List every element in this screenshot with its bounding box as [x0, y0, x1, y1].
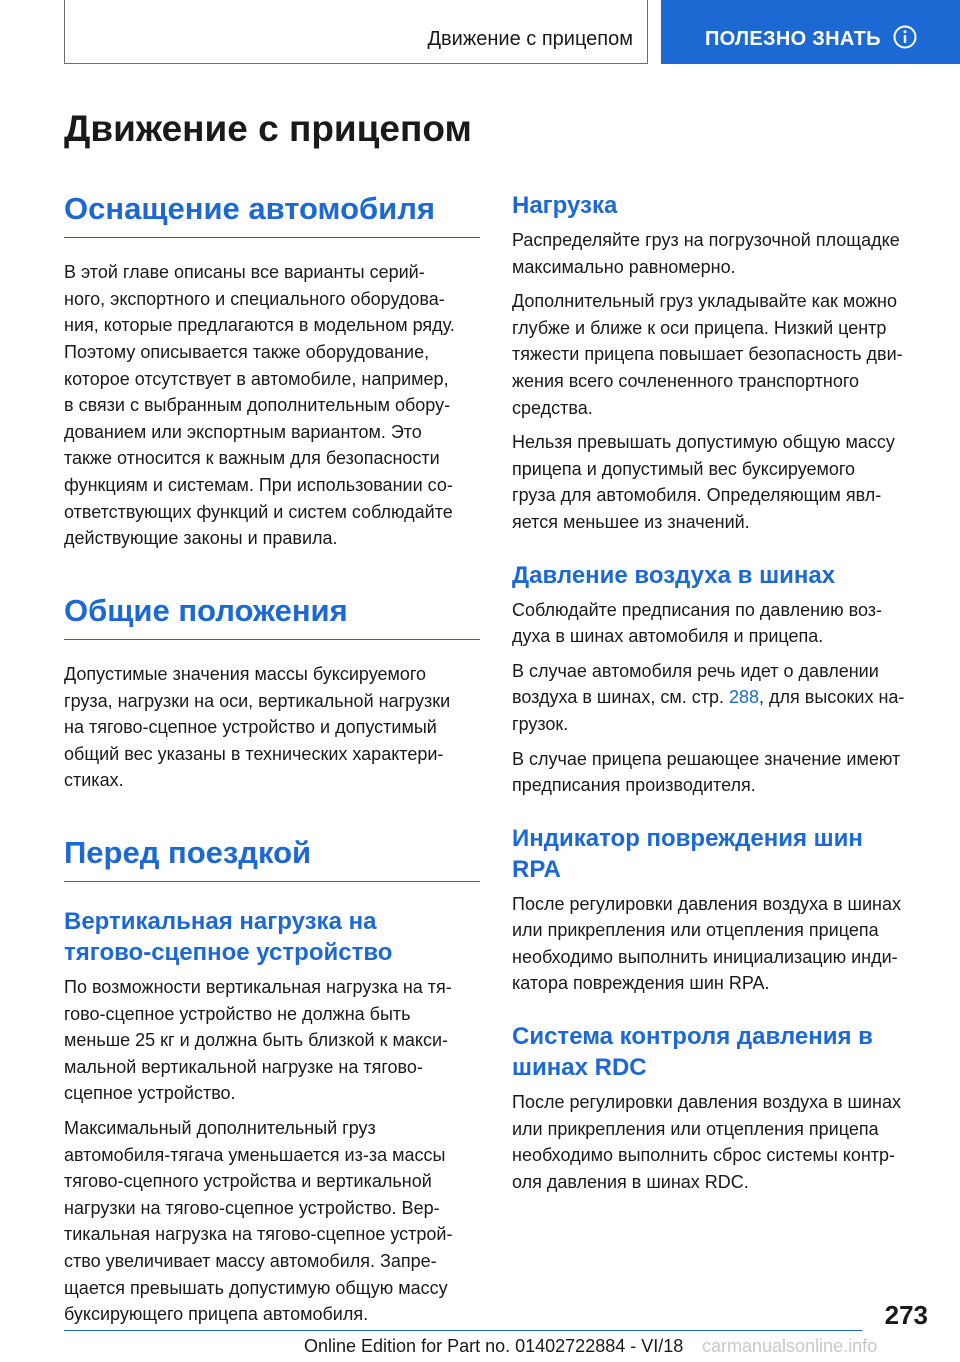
- heading-equipment: Оснащение автомобиля: [64, 190, 480, 238]
- equipment-text: В этой главе описаны все варианты серий- ного, экспортного и специального оборудова- ния, которые предлагаются в модельном ряду. Поэтому описывается также оборудование, которое отсутствует в автомобиле, например, в связи с выбранным дополнительным обору- дованием или экспортным вариантом. Это также относится к важным для безопасности функциям и системам. При использовании со- ответствующих функций и систем соблюдайте действующие законы и правила.: [64, 262, 455, 549]
- tire-pressure-text-1: Соблюдайте предписания по давлению воз- духа в шинах автомобиля и прицепа.: [512, 599, 883, 647]
- tire-pressure-text-2: В случае автомобиля речь идет о давлении воздуха в шинах, см. стр. 288, для высоких на- грузок.: [512, 660, 905, 734]
- load-text-2: Дополнительный груз укладывайте как можно глубже и ближе к оси прицепа. Низкий центр тяжести прицепа повышает безопасность дви- жения всего сочлененного транспортного средства.: [512, 291, 903, 418]
- heading-rpa: Индикатор повреждения шин RPA: [512, 824, 863, 883]
- page-title: Движение с прицепом: [64, 108, 472, 149]
- footer-divider: [64, 1330, 862, 1331]
- page-number: 273: [884, 1300, 928, 1330]
- vertical-load-text-2: Максимальный дополнительный груз автомобиля-тягача уменьшается из-за массы тягово-сцепного устройства и вертикальной нагрузки на тягово-сцепное устройство. Вер- тикальная нагрузка на тягово-сцепное устрой- ство увеличивает массу автомобиля. Запре- щается превышать допустимую общую массу буксирующего прицепа автомобиля.: [64, 1118, 453, 1325]
- header-badge-label: ПОЛЕЗНО ЗНАТЬ: [705, 28, 881, 50]
- rpa-text: После регулировки давления воздуха в шинах или прикрепления или отцепления прицепа необходимо выполнить инициализацию инди- катора повреждения шин RPA.: [512, 893, 901, 994]
- tire-pressure-text-3: В случае прицепа решающее значение имеют предписания производителя.: [512, 748, 901, 796]
- heading-rdc: Система контроля давления в шинах RDC: [512, 1023, 873, 1082]
- header-section-title: Движение с прицепом: [427, 28, 633, 50]
- heading-tire-pressure: Давление воздуха в шинах: [512, 561, 836, 589]
- general-text: Допустимые значения массы буксируемого груза, нагрузки на оси, вертикальной нагрузки на тягово-сцепное устройство и допустимый общий вес указаны в технических характери- стиках.: [64, 663, 451, 791]
- info-icon: [893, 25, 917, 49]
- header-section-box: [64, 0, 648, 64]
- footer-edition: Online Edition for Part no. 01402722884 - VI/18: [304, 1336, 684, 1356]
- heading-load: Нагрузка: [512, 192, 618, 219]
- rdc-text: После регулировки давления воздуха в шинах или прикрепления или отцепления прицепа необходимо выполнить сброс системы контр- оля давления в шинах RDC.: [512, 1092, 901, 1192]
- footer-watermark: carmanualsonline.info: [702, 1336, 878, 1356]
- heading-general: Общие положения: [64, 592, 480, 640]
- left-column: [64, 190, 480, 1328]
- heading-before-trip: Перед поездкой: [64, 834, 480, 882]
- right-column: [512, 190, 932, 1195]
- subheading-vertical-load: Вертикальная нагрузка на тягово-сцепное устройство: [64, 908, 393, 967]
- load-text-3: Нельзя превышать допустимую общую массу прицепа и допустимый вес буксируемого груза для автомобиля. Определяющим явл- яется меньшее из значений.: [512, 432, 895, 532]
- header-badge: [661, 0, 960, 64]
- vertical-load-text-1: По возможности вертикальная нагрузка на тя- гово-сцепное устройство не должна быть меньше 25 кг и должна быть близкой к макси- мальной вертикальной нагрузке на тягово- сцепное устройство.: [64, 977, 452, 1104]
- load-text-1: Распределяйте груз на погрузочной площадке максимально равномерно.: [512, 230, 900, 277]
- page-reference-link[interactable]: 288: [729, 687, 760, 708]
